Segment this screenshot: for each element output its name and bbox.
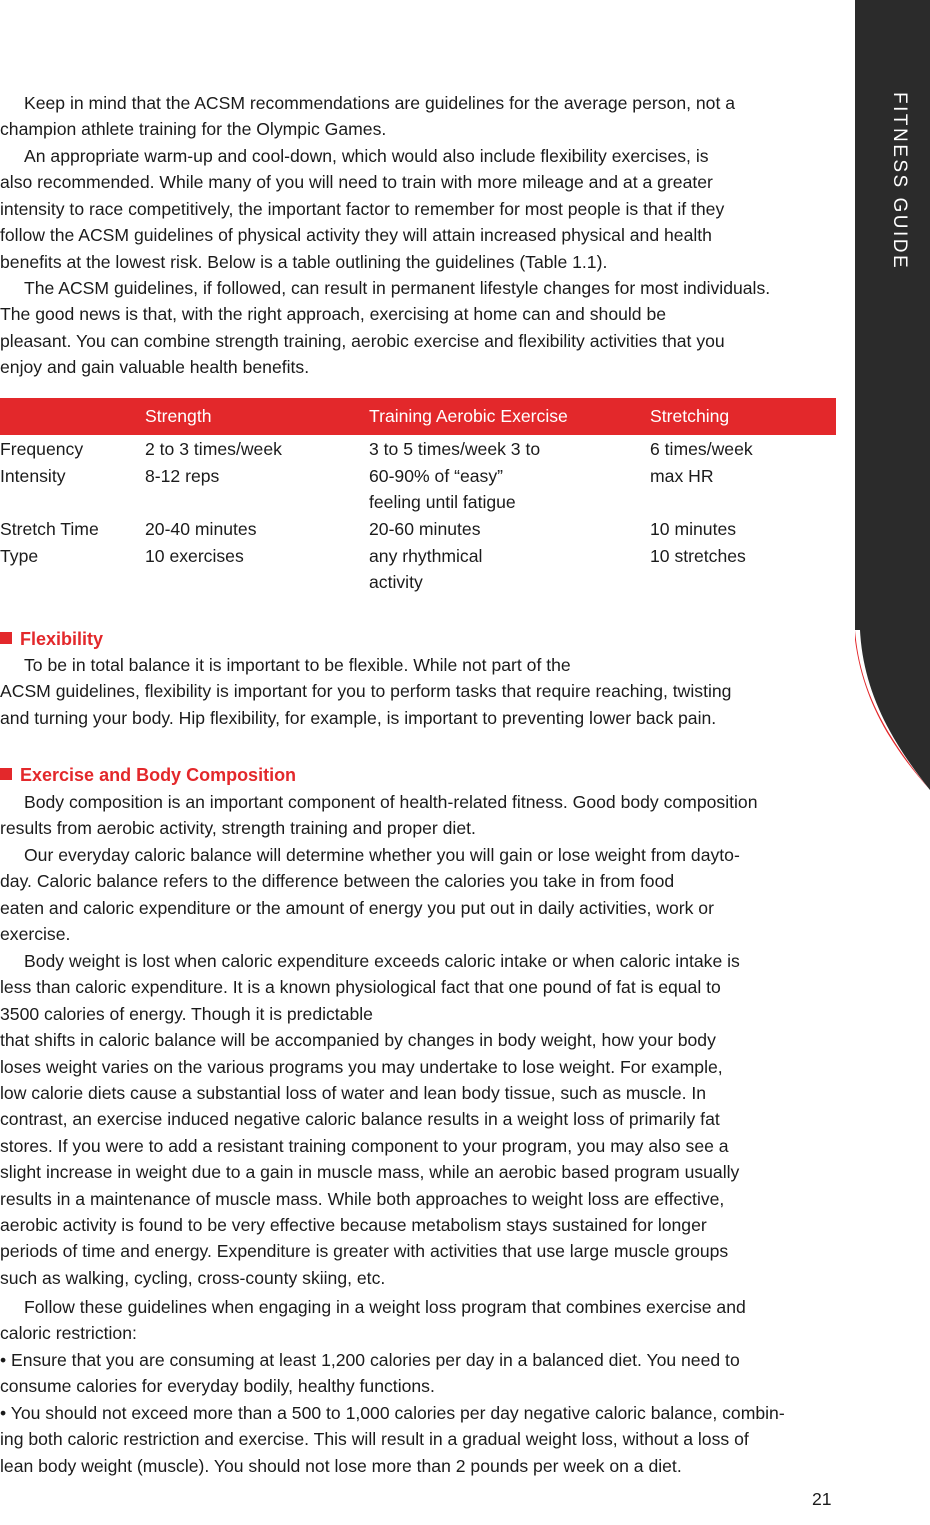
row-label-stretch-time: Stretch Time <box>0 519 99 539</box>
text-line: eaten and caloric expenditure or the amount of energy you put out in daily activities, work or <box>0 897 714 918</box>
table-cell: 6 times/week <box>650 439 753 459</box>
body-composition-paragraph-1 <box>0 789 830 842</box>
intro-paragraph-2 <box>0 143 830 275</box>
text-line: ACSM guidelines, flexibility is important for you to perform tasks that require reaching, twisting <box>0 681 732 702</box>
intro-paragraph-1 <box>0 90 830 143</box>
text-line: An appropriate warm-up and cool-down, which would also include flexibility exercises, is <box>24 146 709 166</box>
text-line: Our everyday caloric balance will determine whether you will gain or lose weight from dayto- <box>24 845 740 865</box>
text-line: aerobic activity is found to be very effective because metabolism stays sustained for longer <box>0 1215 707 1236</box>
table-cell: 60-90% of “easy” <box>369 466 503 486</box>
table-cell: 20-40 minutes <box>145 519 257 539</box>
row-label-frequency: Frequency <box>0 439 84 459</box>
text-line: such as walking, cycling, cross-county skiing, etc. <box>0 1267 386 1288</box>
text-line: day. Caloric balance refers to the difference between the calories you take in from food <box>0 871 675 892</box>
text-line: • Ensure that you are consuming at least 1,200 calories per day in a balanced diet. You need to <box>0 1350 740 1370</box>
text-line: Body weight is lost when caloric expenditure exceeds caloric intake or when caloric intake is <box>24 951 740 971</box>
table-cell: 3 to 5 times/week 3 to <box>369 439 541 459</box>
table-cell: feeling until fatigue <box>369 492 516 512</box>
table-cell: 8-12 reps <box>145 466 220 486</box>
section-heading-body-composition <box>0 764 296 786</box>
text-line: champion athlete training for the Olympic Games. <box>0 119 387 140</box>
heading-text: Flexibility <box>20 629 104 649</box>
text-line: pleasant. You can combine strength training, aerobic exercise and flexibility activities that you <box>0 330 725 351</box>
square-bullet-icon <box>0 768 12 780</box>
text-line: intensity to race competitively, the important factor to remember for most people is that if they <box>0 198 725 219</box>
text-line: ing both caloric restriction and exercise. This will result in a gradual weight loss, without a loss of <box>0 1429 749 1450</box>
table-cell: 10 exercises <box>145 546 244 566</box>
text-line: consume calories for everyday bodily, healthy functions. <box>0 1376 435 1397</box>
text-line: benefits at the lowest risk. Below is a table outlining the guidelines (Table 1.1). <box>0 251 608 272</box>
text-line: The ACSM guidelines, if followed, can result in permanent lifestyle changes for most individuals. <box>24 278 771 298</box>
text-line: To be in total balance it is important to be flexible. While not part of the <box>24 655 571 675</box>
text-line: slight increase in weight due to a gain in muscle mass, while an aerobic based program usually <box>0 1162 740 1183</box>
table-header-strength: Strength <box>145 406 212 426</box>
text-line: contrast, an exercise induced negative caloric balance results in a weight loss of primarily fat <box>0 1109 720 1130</box>
text-line: Body composition is an important component of health-related fitness. Good body composition <box>24 792 758 812</box>
text-line: also recommended. While many of you will need to train with more mileage and at a greater <box>0 172 713 193</box>
table-header-aerobic: Training Aerobic Exercise <box>369 406 568 426</box>
text-line: enjoy and gain valuable health benefits. <box>0 357 310 378</box>
row-label-intensity: Intensity <box>0 466 66 486</box>
text-line: results from aerobic activity, strength training and proper diet. <box>0 818 476 839</box>
table-cell: 2 to 3 times/week <box>145 439 282 459</box>
text-line: 3500 calories of energy. Though it is predictable <box>0 1003 373 1024</box>
text-line: low calorie diets cause a substantial loss of water and lean body tissue, such as muscle. In <box>0 1083 707 1104</box>
page-number: 21 <box>812 1489 832 1509</box>
table-cell: 10 stretches <box>650 546 746 566</box>
table-cell: activity <box>369 572 423 592</box>
text-line: exercise. <box>0 924 71 945</box>
text-line: • You should not exceed more than a 500 to 1,000 calories per day negative caloric balance, combin- <box>0 1403 785 1423</box>
body-composition-paragraph-4 <box>0 1294 830 1347</box>
text-line: caloric restriction: <box>0 1323 137 1344</box>
square-bullet-icon <box>0 632 12 644</box>
flexibility-paragraph <box>0 652 830 731</box>
table-cell: 10 minutes <box>650 519 737 539</box>
section-heading-flexibility <box>0 628 103 650</box>
text-line: that shifts in caloric balance will be accompanied by changes in body weight, how your body <box>0 1030 716 1051</box>
side-tab-label: FITNESS GUIDE <box>889 92 910 271</box>
row-label-type: Type <box>0 546 39 566</box>
text-line: The good news is that, with the right approach, exercising at home can and should be <box>0 304 667 325</box>
text-line: follow the ACSM guidelines of physical activity they will attain increased physical and health <box>0 225 712 246</box>
table-cell: any rhythmical <box>369 546 483 566</box>
table-header-stretching: Stretching <box>650 406 730 426</box>
table-cell: 20-60 minutes <box>369 519 481 539</box>
text-line: Follow these guidelines when engaging in a weight loss program that combines exercise and <box>24 1297 746 1317</box>
table-cell: max HR <box>650 466 714 486</box>
intro-paragraph-3 <box>0 275 830 381</box>
bullet-item-caloric-balance <box>0 1400 830 1479</box>
text-line: periods of time and energy. Expenditure is greater with activities that use large muscle groups <box>0 1241 729 1262</box>
text-line: Keep in mind that the ACSM recommendations are guidelines for the average person, not a <box>24 93 736 113</box>
text-line: and turning your body. Hip flexibility, for example, is important to preventing lower back pain. <box>0 707 717 728</box>
text-line: stores. If you were to add a resistant training component to your program, you may also see a <box>0 1135 729 1156</box>
text-line: loses weight varies on the various programs you may undertake to lose weight. For example, <box>0 1056 723 1077</box>
heading-text: Exercise and Body Composition <box>20 765 297 785</box>
body-composition-paragraph-3 <box>0 948 830 1291</box>
body-composition-paragraph-2 <box>0 842 830 948</box>
text-line: less than caloric expenditure. It is a known physiological fact that one pound of fat is equal to <box>0 977 721 998</box>
bullet-item-calories-minimum <box>0 1347 830 1400</box>
text-line: results in a maintenance of muscle mass. While both approaches to weight loss are effective, <box>0 1188 725 1209</box>
text-line: lean body weight (muscle). You should not lose more than 2 pounds per week on a diet. <box>0 1455 682 1476</box>
